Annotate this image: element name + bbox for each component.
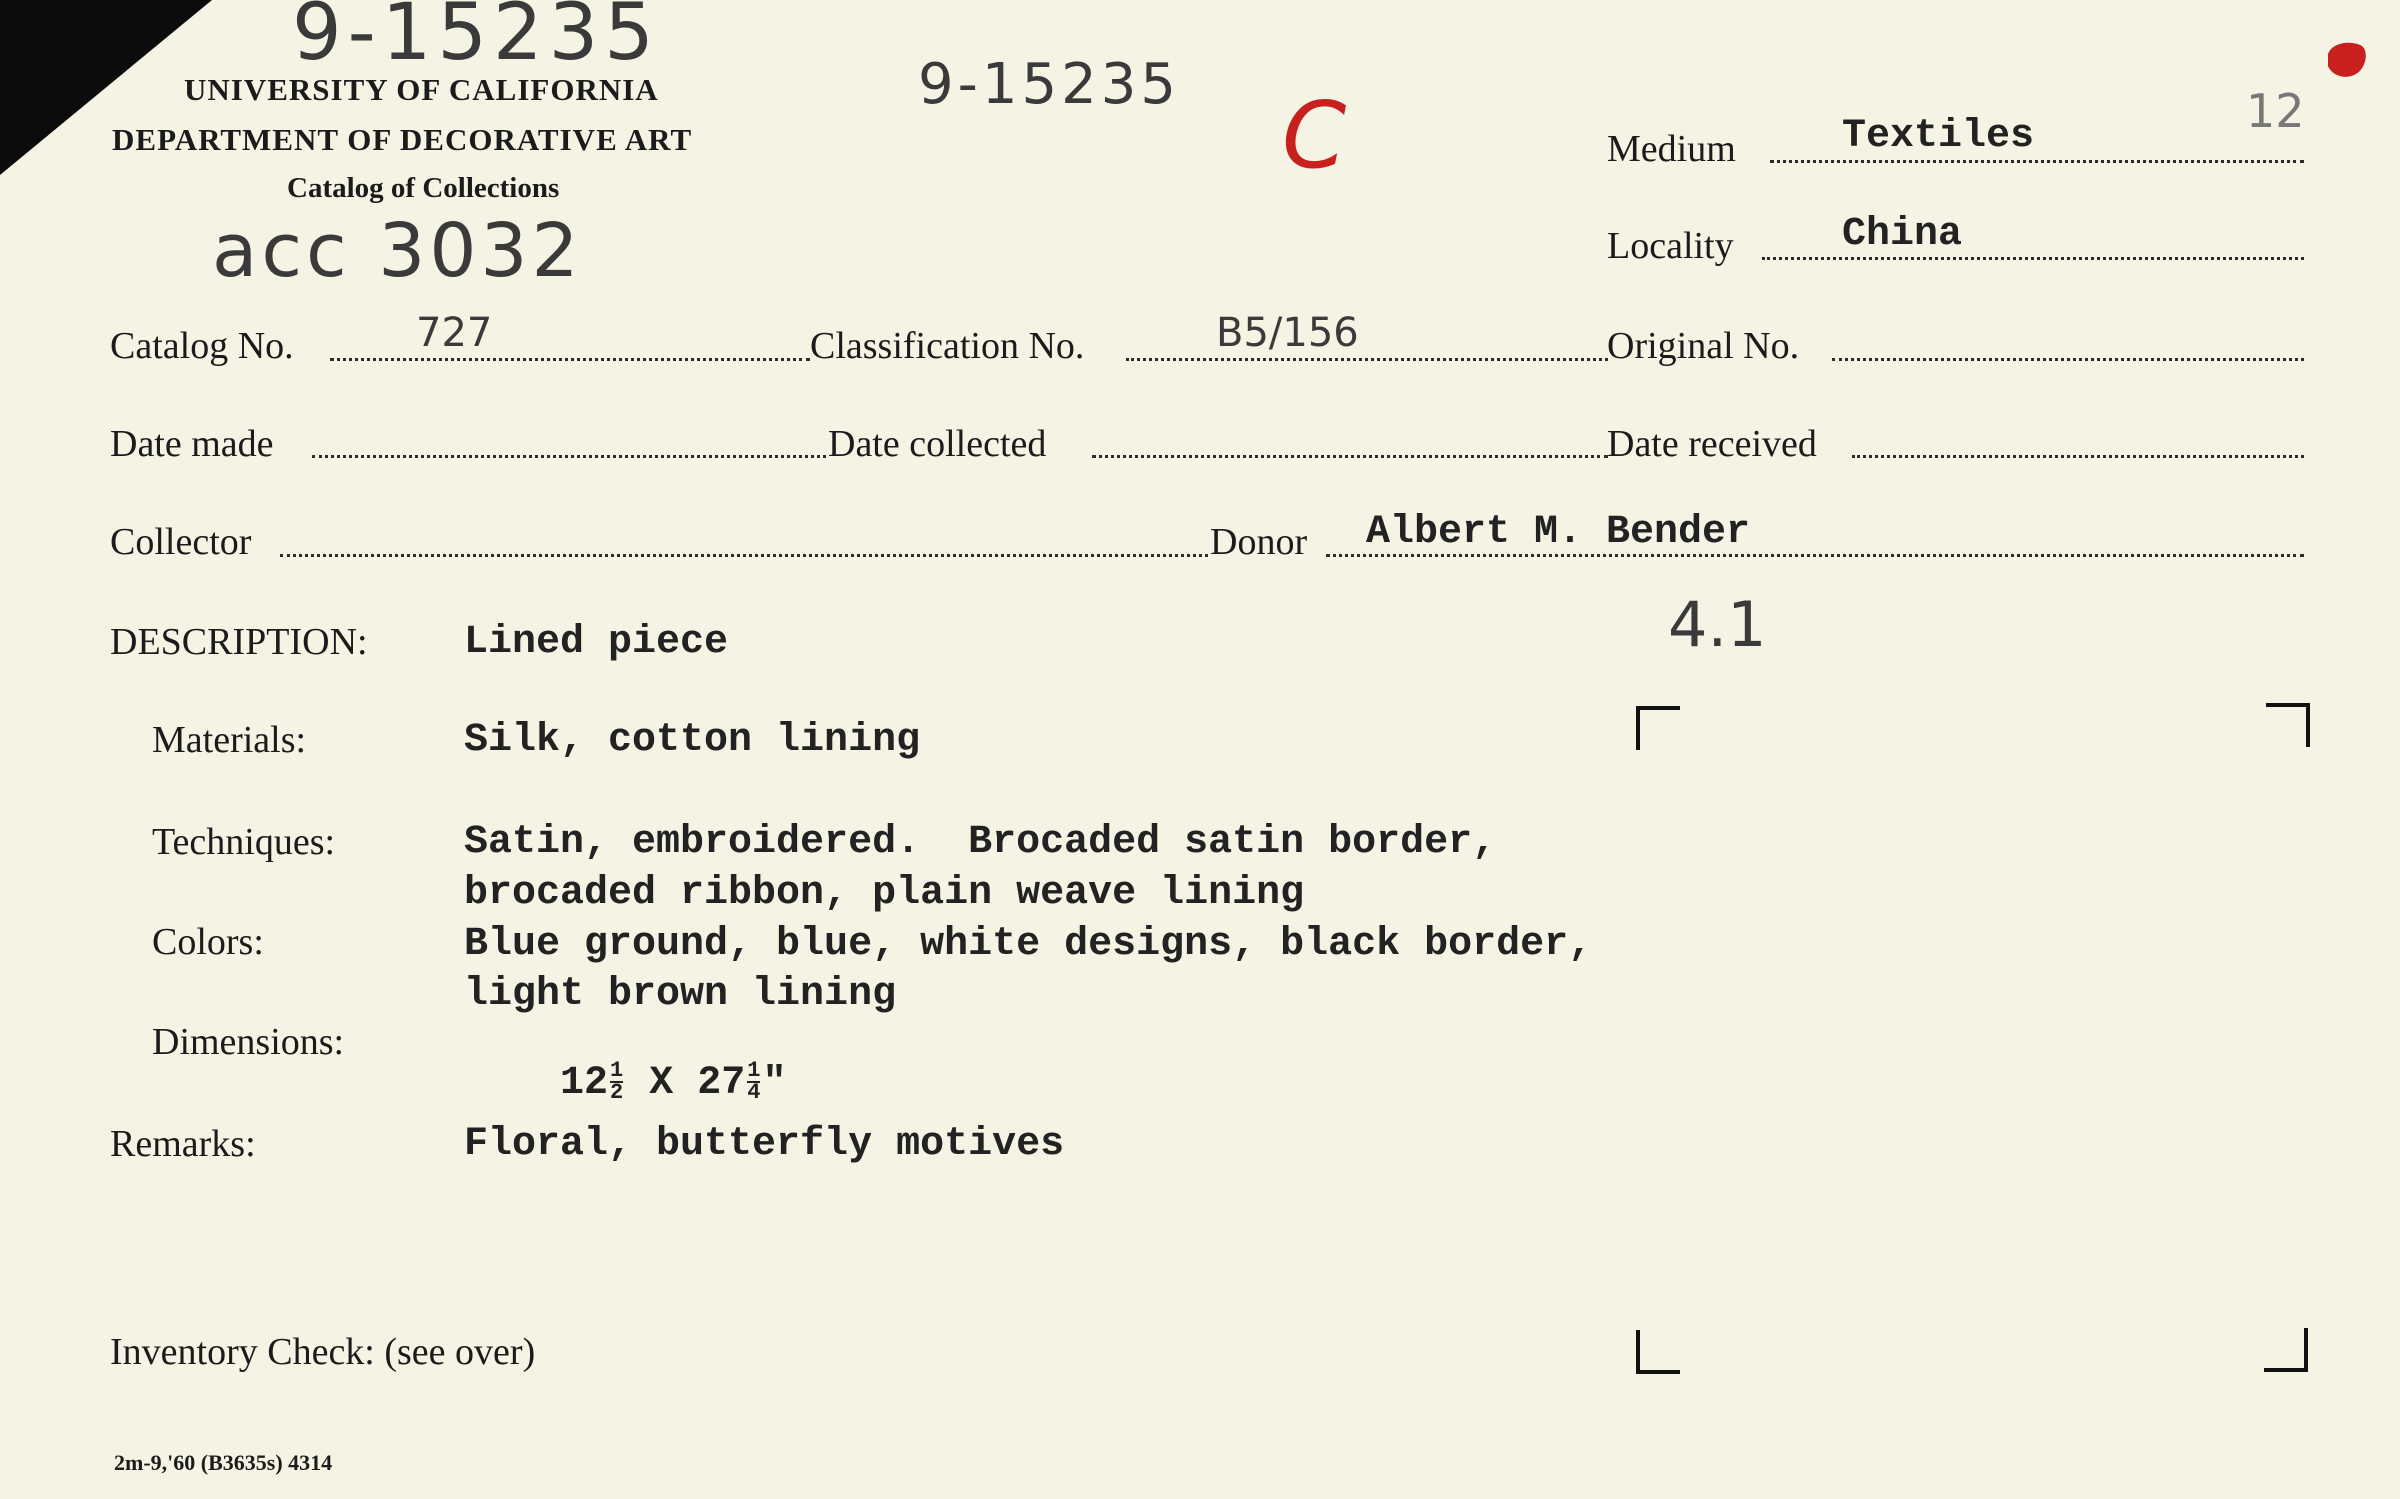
dim-fraction-2: $\frac{1}{4}$ bbox=[747, 1058, 761, 1106]
collector-label: Collector bbox=[110, 521, 252, 563]
original-no-label: Original No. bbox=[1607, 325, 1800, 367]
description-value: Lined piece bbox=[464, 620, 729, 665]
header-catalog: Catalog of Collections bbox=[287, 172, 560, 204]
handwritten-mid-number: 9-15235 bbox=[918, 52, 1180, 117]
date-received-dotted-line bbox=[1852, 455, 2304, 458]
handwritten-letter-c: C bbox=[1282, 82, 1347, 189]
materials-label: Materials: bbox=[152, 719, 307, 761]
date-made-dotted-line bbox=[312, 455, 826, 458]
colors-line-1: Blue ground, blue, white designs, black border, bbox=[464, 922, 1593, 967]
locality-value: China bbox=[1842, 212, 1963, 257]
colors-label: Colors: bbox=[152, 921, 264, 963]
medium-label: Medium bbox=[1607, 128, 1736, 170]
classification-no-dotted-line bbox=[1126, 358, 1608, 361]
bracket-bottom-left bbox=[1636, 1330, 1680, 1374]
handwritten-top-number: 9-15235 bbox=[292, 0, 660, 78]
techniques-line-1: Satin, embroidered. Brocaded satin border, bbox=[464, 820, 1497, 865]
date-made-label: Date made bbox=[110, 423, 274, 465]
bracket-bottom-right bbox=[2264, 1328, 2308, 1372]
techniques-line-2: brocaded ribbon, plain weave lining bbox=[464, 871, 1305, 916]
handwritten-acc-number: acc 3032 bbox=[212, 208, 583, 294]
locality-label: Locality bbox=[1607, 225, 1734, 267]
footer-print-code: 2m-9,'60 (B3635s) 4314 bbox=[114, 1450, 333, 1475]
donor-value: Albert M. Bender bbox=[1366, 510, 1751, 555]
date-collected-label: Date collected bbox=[828, 423, 1047, 465]
classification-no-value: B5/156 bbox=[1216, 310, 1359, 356]
bracket-top-left bbox=[1636, 706, 1680, 750]
medium-value: Textiles bbox=[1842, 114, 2035, 159]
header-university: UNIVERSITY OF CALIFORNIA bbox=[184, 72, 659, 107]
dim-unit: " bbox=[762, 1061, 787, 1106]
handwritten-desc-number: 4.1 bbox=[1668, 588, 1767, 661]
dimensions-label: Dimensions: bbox=[152, 1021, 345, 1063]
collector-dotted-line bbox=[280, 554, 1208, 557]
classification-no-label: Classification No. bbox=[810, 325, 1085, 367]
catalog-no-value: 727 bbox=[416, 310, 493, 356]
dim-x: X 27 bbox=[625, 1061, 746, 1106]
remarks-value: Floral, butterfly motives bbox=[464, 1122, 1065, 1167]
catalog-no-label: Catalog No. bbox=[110, 325, 294, 367]
donor-label: Donor bbox=[1210, 521, 1308, 563]
locality-dotted-line bbox=[1762, 257, 2304, 260]
description-label: DESCRIPTION: bbox=[110, 621, 368, 663]
materials-value: Silk, cotton lining bbox=[464, 718, 921, 763]
dim-fraction-1: $\frac{1}{2}$ bbox=[610, 1058, 624, 1106]
medium-dotted-line bbox=[1770, 160, 2304, 163]
date-received-label: Date received bbox=[1607, 423, 1817, 465]
colors-line-2: light brown lining bbox=[464, 972, 897, 1017]
catalog-no-dotted-line bbox=[330, 358, 810, 361]
inventory-check-label: Inventory Check: (see over) bbox=[110, 1331, 536, 1373]
date-collected-dotted-line bbox=[1092, 455, 1608, 458]
remarks-label: Remarks: bbox=[110, 1123, 256, 1165]
handwritten-right-number: 12 bbox=[2246, 84, 2305, 138]
original-no-dotted-line bbox=[1832, 358, 2304, 361]
header-department: DEPARTMENT OF DECORATIVE ART bbox=[112, 122, 693, 157]
techniques-label: Techniques: bbox=[152, 821, 336, 863]
red-ink-mark bbox=[2322, 40, 2370, 82]
bracket-top-right bbox=[2266, 703, 2310, 747]
dim-whole-1: 12 bbox=[560, 1061, 609, 1106]
